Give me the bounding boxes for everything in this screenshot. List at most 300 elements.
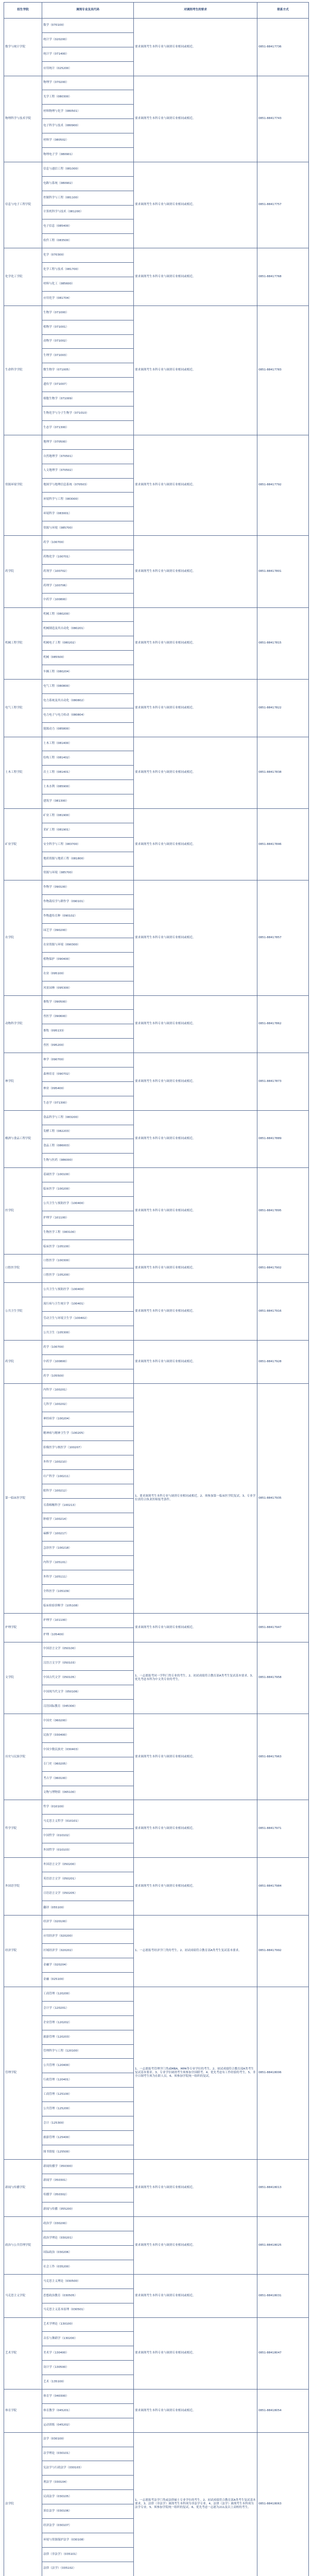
table-row [4, 2432, 309, 2447]
major-cell: 植物保护（090400） [42, 952, 134, 967]
major-cell: 妇产科学（100211） [42, 1469, 134, 1484]
major-cell: 控制科学与工程（081100） [42, 191, 134, 205]
major-cell: 数学（070100） [42, 19, 134, 33]
major-cell: 国际政治（030206） [42, 2246, 134, 2260]
requirement-cell: 1、一志愿报考管理学门类或MBA、MPA等专业学位的考生。2、初试成绩符合教育部A类考生复试基本要求。3、专业学位调剂考生须参加全国联考。4、优先考虑有工作经验的考生。5、非全日制考生须为在职人员。6、须参加学院统一组织的复试。 [134, 1987, 257, 2160]
major-cell: 光学工程（080300） [42, 90, 134, 105]
major-cell: 临床医学（105100） [42, 1240, 134, 1254]
major-cell: 工商管理（125100） [42, 2088, 134, 2102]
major-cell: 资源与环境（085700） [42, 866, 134, 880]
major-cell: 中药学（100800） [42, 1354, 134, 1369]
college-cell: 矿业学院 [4, 808, 42, 880]
requirement-cell: 要求调剂考生本科专业与调剂专业相同或相近。 [134, 1340, 257, 1383]
contact-cell: 0851-88417947 [257, 1613, 309, 1642]
college-cell: 文学院 [4, 1642, 42, 1714]
major-cell: 行政管理（120401） [42, 2073, 134, 2088]
major-cell: 电力系统及其自动化（080802） [42, 693, 134, 708]
major-cell: 英语语言文学（050201） [42, 1872, 134, 1886]
requirement-cell: 要求调剂考生本科专业与调剂专业相同或相近。 [134, 1168, 257, 1254]
major-cell: 汉语言文字学（050103） [42, 1656, 134, 1671]
major-cell: 园艺学（090200） [42, 924, 134, 938]
contact-cell: 0851-88417838 [257, 737, 309, 808]
major-cell: 畜牧学（090500） [42, 995, 134, 1010]
table-row [4, 19, 309, 33]
contact-cell: 0851-88418006 [257, 1987, 309, 2160]
requirement-cell: 要求调剂考生本科专业与调剂专业相同或相近。 [134, 995, 257, 1053]
college-cell: 新闻与传播学院 [4, 2159, 42, 2217]
major-cell: 传播学（050302） [42, 2188, 134, 2202]
major-cell: 生物学（071000） [42, 306, 134, 320]
major-cell: 基础医学（100100） [42, 1168, 134, 1182]
major-cell: 流行病与卫生统计学（100401） [42, 1297, 134, 1312]
major-cell: 地理学（070500） [42, 435, 134, 449]
major-cell: 护理学（101100） [42, 1211, 134, 1225]
major-cell: 经济法学（030107） [42, 2518, 134, 2533]
requirement-cell: 要求调剂考生本科专业与调剂专业相同或相近。 [134, 1053, 257, 1111]
major-cell: 药学（100700） [42, 1340, 134, 1354]
header-requirement: 对调剂考生的要求 [134, 3, 257, 19]
contact-cell: 0851-88417757 [257, 162, 309, 248]
major-cell: 遗传学（071007） [42, 378, 134, 392]
contact-cell: 0851-88417815 [257, 607, 309, 679]
contact-cell: 0851-88417928 [257, 1340, 309, 1383]
requirement-cell: 要求调剂考生本科专业与调剂专业相同或相近。 [134, 76, 257, 162]
requirement-cell: 要求调剂考生本科专业与调剂专业相同或相近。 [134, 679, 257, 737]
major-cell: 刑法学（030104） [42, 2476, 134, 2490]
major-cell: 运动训练（045202） [42, 2418, 134, 2432]
college-cell: 马克思主义学院 [4, 2274, 42, 2317]
major-cell: 微生物学（071005） [42, 363, 134, 378]
table-row [4, 2217, 309, 2231]
requirement-cell: 要求调剂考生本科专业与调剂专业相同或相近。 [134, 2389, 257, 2432]
major-cell: 发酵工程（082203） [42, 1125, 134, 1139]
major-cell: 儿科学（100202） [42, 1398, 134, 1412]
major-cell: 政治学理论（030201） [42, 2231, 134, 2246]
major-cell: 电路与系统（080902） [42, 176, 134, 191]
major-cell: 生物医学工程（083100） [42, 1225, 134, 1240]
major-cell: 口腔医学（105200） [42, 1268, 134, 1283]
college-cell: 动物科学学院 [4, 995, 42, 1053]
major-cell: 体育学（040300） [42, 2389, 134, 2403]
college-cell: 历史与民族学院 [4, 1714, 42, 1800]
table-row [4, 1714, 309, 1728]
major-cell: 马克思主义理论（030500） [42, 2274, 134, 2289]
major-cell: 中国现当代文学（050106） [42, 1685, 134, 1700]
table-row [4, 1858, 309, 1872]
major-cell: 药学（105500） [42, 1369, 134, 1383]
table-row [4, 880, 309, 895]
major-cell: 公共管理（125200） [42, 2102, 134, 2116]
major-cell: 护理学（101100） [42, 1613, 134, 1628]
requirement-cell: 要求调剂考生本科专业与调剂专业相同或相近。 [134, 536, 257, 607]
table-row [4, 2274, 309, 2289]
major-cell: 环境科学与工程（083000） [42, 493, 134, 507]
major-cell: 车辆工程（080204） [42, 665, 134, 680]
major-cell: 体育教学（045201） [42, 2403, 134, 2418]
requirement-cell: 要求调剂考生本科专业与调剂专业相同或相近。 [134, 1283, 257, 1341]
major-cell: 会计学（120201） [42, 2001, 134, 2015]
major-cell: 宪法学与行政法学（030103） [42, 2461, 134, 2476]
contact-cell: 0851-88417916 [257, 1283, 309, 1341]
table-row [4, 607, 309, 622]
major-cell: 人文地理学（070502） [42, 464, 134, 478]
contact-cell: 0851-88417743 [257, 76, 309, 162]
major-cell: 电气工程（080800） [42, 679, 134, 693]
major-cell: 马克思主义哲学（010101） [42, 1815, 134, 1829]
major-cell: 新闻学（050301） [42, 2174, 134, 2188]
major-cell: 生物化学与分子生物学（071010） [42, 406, 134, 421]
requirement-cell: 要求调剂考生本科专业与调剂专业相同或相近。 [134, 880, 257, 995]
contact-cell: 0851-88417846 [257, 808, 309, 880]
major-cell: 管理科学与工程（120100） [42, 2044, 134, 2059]
contact-cell: 0851-88418063 [257, 2432, 309, 2576]
college-cell: 信息与电子工程学院 [4, 162, 42, 248]
major-cell: 法律（法学）（035102） [42, 2562, 134, 2576]
major-cell: 机械工程（080200） [42, 607, 134, 622]
major-cell: 物理学（070200） [42, 76, 134, 90]
major-cell: 安全科学与工程（083700） [42, 837, 134, 852]
major-cell: 新闻与传播（055200） [42, 2202, 134, 2217]
college-cell: 体育学院 [4, 2389, 42, 2432]
contact-cell: 0851-88417822 [257, 679, 309, 737]
college-cell: 资源环境学院 [4, 435, 42, 535]
table-row [4, 435, 309, 449]
major-cell: 农业资源与环境（090300） [42, 938, 134, 953]
major-cell: 神经病学（100204） [42, 1412, 134, 1427]
major-cell: 公共卫生与预防医学（100400） [42, 1283, 134, 1297]
contact-cell: 0851-88417958 [257, 1642, 309, 1714]
major-cell: 中国古代文学（050105） [42, 1671, 134, 1685]
major-cell: 图书情报（125500） [42, 2145, 134, 2159]
college-cell: 农学院 [4, 880, 42, 995]
major-cell: 诉讼法学（030106） [42, 2504, 134, 2519]
major-cell: 环境与资源保护法学（030108） [42, 2533, 134, 2547]
major-cell: 工商管理（120200） [42, 1987, 134, 2002]
table-row [4, 162, 309, 176]
college-cell: 艺术学院 [4, 2317, 42, 2389]
major-cell: 环境科学（083001） [42, 507, 134, 521]
college-cell: 电气工程学院 [4, 679, 42, 737]
requirement-cell: 要求调剂考生本科专业与调剂专业相同或相近。 [134, 2274, 257, 2317]
requirement-cell: 1、一志愿报考法学门类或法律硕士专业学位的考生。2、初试成绩符合教育部A类考生复试基本要求。3、法律（非法学）调剂考生本科须为非法学专业。4、法律（法学）调剂考生本科须为法学专业。5、须参加学院统一组织的复试。6、优先考虑一志愿为211及以上高校的考生。 [134, 2432, 257, 2576]
contact-cell: 0851-88417971 [257, 1800, 309, 1858]
major-cell: 林学（090700） [42, 1053, 134, 1067]
major-cell: 统计学（020200） [42, 32, 134, 47]
college-cell: 法学院 [4, 2432, 42, 2576]
major-cell: 旅游管理（120203） [42, 2030, 134, 2044]
college-cell: 林学院 [4, 1053, 42, 1111]
contact-cell: 0851-88417873 [257, 1053, 309, 1111]
college-cell: 护理学院 [4, 1613, 42, 1642]
contact-cell: 0851-88417862 [257, 995, 309, 1053]
major-cell: 中国语言文学（050100） [42, 1642, 134, 1656]
contact-cell: 0851-88417895 [257, 1168, 309, 1254]
major-cell: 化学（070300） [42, 248, 134, 263]
major-cell: 内科学（105101） [42, 1556, 134, 1570]
contact-cell: 0851-88417736 [257, 19, 309, 76]
major-cell: 计算机科学与技术（081200） [42, 205, 134, 219]
college-cell: 物理科学与技术学院 [4, 76, 42, 162]
major-cell: 公共管理（120400） [42, 2059, 134, 2073]
requirement-cell: 1、一志愿报考经济学门类的考生。2、初试成绩符合教育部A类考生复试基本要求。 [134, 1915, 257, 1987]
requirement-cell: 要求调剂考生本科专业与调剂专业相同或相近。 [134, 1254, 257, 1283]
college-cell: 生命科学学院 [4, 306, 42, 435]
major-cell: 药学（100700） [42, 536, 134, 550]
table-row [4, 2389, 309, 2403]
table-row [4, 1915, 309, 1929]
major-cell: 翻译（055100） [42, 1901, 134, 1915]
major-cell: 林业（095400） [42, 1081, 134, 1096]
major-cell: 信息与通信工程（081000） [42, 162, 134, 176]
major-cell: 电力电子与电力传动（080804） [42, 708, 134, 722]
requirement-cell: 要求调剂考生本科专业与调剂专业相同或相近。 [134, 737, 257, 808]
requirement-cell: 要求调剂考生本科专业与调剂专业相同或相近。 [134, 2317, 257, 2389]
contact-cell: 0851-88418031 [257, 2274, 309, 2317]
college-cell: 土木工程学院 [4, 737, 42, 808]
major-cell: 影像医学与核医学（100207） [42, 1441, 134, 1455]
contact-cell: 0851-88417768 [257, 248, 309, 306]
major-cell: 经济学（020100） [42, 1915, 134, 1929]
college-cell: 药学院 [4, 536, 42, 607]
major-cell: 法律（非法学）（035101） [42, 2547, 134, 2562]
table-row [4, 1642, 309, 1656]
college-cell: 第一临床医学院 [4, 1383, 42, 1613]
major-cell: 森林培育（090702） [42, 1067, 134, 1082]
major-cell: 临床检验诊断学（105108） [42, 1599, 134, 1613]
major-cell: 兽医（095200） [42, 1039, 134, 1053]
major-cell: 生理学（071003） [42, 349, 134, 363]
requirement-cell: 1、一志愿报考同一学科门类专业的考生。2、初试成绩符合教育部A类考生复试基本要求。3、优先考虑本科为中文类专业的考生。 [134, 1642, 257, 1714]
major-cell: 统计学（071400） [42, 47, 134, 61]
major-cell: 考古学（060100） [42, 1771, 134, 1786]
major-cell: 耳鼻咽喉科学（100213） [42, 1498, 134, 1513]
major-cell: 中药学（100800） [42, 593, 134, 607]
contact-cell: 0851-88417984 [257, 1858, 309, 1916]
major-cell: 公共卫生（105300） [42, 1326, 134, 1341]
header-contact: 联系方式 [257, 3, 309, 19]
major-cell: 农业（095100） [42, 967, 134, 981]
table-row [4, 1987, 309, 2002]
college-cell: 口腔医学院 [4, 1254, 42, 1283]
major-cell: 机械电子工程（080202） [42, 636, 134, 651]
major-cell: 法学理论（030101） [42, 2447, 134, 2461]
requirement-cell: 要求调剂考生本科专业与调剂专业相同或相近。 [134, 1858, 257, 1916]
table-row [4, 737, 309, 751]
major-cell: 急诊医学（100218） [42, 1541, 134, 1556]
major-cell: 药物化学（100701） [42, 550, 134, 564]
major-cell: 土木水利（085900） [42, 780, 134, 794]
table-row [4, 248, 309, 263]
table-row [4, 1168, 309, 1182]
college-cell: 机械工程学院 [4, 607, 42, 679]
major-cell: 旅游管理（125400） [42, 2130, 134, 2145]
college-cell: 政治与公共管理学院 [4, 2217, 42, 2275]
major-cell: 公共卫生与预防医学（100400） [42, 1197, 134, 1211]
requirement-cell: 要求调剂考生本科专业与调剂专业相同或相近。 [134, 19, 257, 76]
major-cell: 艺术学理论（130100） [42, 2317, 134, 2332]
college-cell: 管理学院 [4, 1987, 42, 2160]
college-cell: 经济学院 [4, 1915, 42, 1987]
table-row [4, 808, 309, 823]
table-row [4, 1053, 309, 1067]
major-cell: 文物与博物馆（065100） [42, 1786, 134, 1800]
contact-cell: 0851-88418013 [257, 2159, 309, 2217]
requirement-cell: 要求调剂考生本科专业与调剂专业相同或相近。 [134, 607, 257, 679]
college-cell: 哲学学院 [4, 1800, 42, 1858]
major-cell: 汉语国际教育（045300） [42, 1700, 134, 1714]
requirement-cell: 要求调剂考生本科专业与调剂专业相同或相近。 [134, 435, 257, 535]
major-cell: 美术学（130400） [42, 2346, 134, 2361]
major-cell: 中国史（060200） [42, 1714, 134, 1728]
college-cell: 化学化工学院 [4, 248, 42, 306]
major-cell: 日语语言文学（050205） [42, 1886, 134, 1901]
major-cell: 生物与医药（086000） [42, 1154, 134, 1168]
major-cell: 药剂学（100702） [42, 564, 134, 579]
major-cell: 外科学（100210） [42, 1455, 134, 1470]
contact-cell: 0851-88417801 [257, 536, 309, 607]
major-cell: 动物学（071002） [42, 334, 134, 349]
major-cell: 风景园林（095300） [42, 981, 134, 995]
major-cell: 内科学（100201） [42, 1383, 134, 1398]
major-cell: 民族学（030400） [42, 1728, 134, 1742]
contact-cell: 0851-88417963 [257, 1714, 309, 1800]
major-cell: 新闻传播学（050300） [42, 2159, 134, 2174]
table-row [4, 1283, 309, 1297]
major-cell: 材料物理与化学（080501） [42, 105, 134, 119]
major-cell: 应用统计（025200） [42, 61, 134, 76]
major-cell: 食品工程（086003） [42, 1139, 134, 1154]
major-cell: 应用经济学（020200） [42, 1929, 134, 1944]
table-body [4, 19, 309, 2576]
major-cell: 麻醉学（100217） [42, 1527, 134, 1541]
major-cell: 植物学（071001） [42, 320, 134, 334]
major-cell: 全科医学（105109） [42, 1585, 134, 1599]
requirement-cell: 要求调剂考生本科专业与调剂专业相同或相近。 [134, 2217, 257, 2275]
table-row [4, 679, 309, 693]
major-cell: 材料学（080502） [42, 133, 134, 148]
major-cell: 音乐与舞蹈学（130200） [42, 2332, 134, 2346]
major-cell: 自然地理学（070501） [42, 449, 134, 464]
major-cell: 区域经济学（020202） [42, 1944, 134, 1958]
college-cell: 酿酒与食品工程学院 [4, 1110, 42, 1168]
major-cell: 劳动卫生与环境卫生学（100402） [42, 1312, 134, 1326]
major-cell: 哲学（010100） [42, 1800, 134, 1815]
requirement-cell: 要求调剂考生本科专业与调剂专业相同或相近。 [134, 306, 257, 435]
major-cell: 机械（085500） [42, 651, 134, 665]
major-cell: 资源与环境（085700） [42, 521, 134, 536]
requirement-cell: 要求调剂考生本科专业与调剂专业相同或相近。 [134, 162, 257, 248]
table-row [4, 2159, 309, 2174]
requirement-cell: 要求调剂考生本科专业与调剂专业相同或相近。 [134, 2159, 257, 2217]
major-cell: 金融学（020204） [42, 1958, 134, 1973]
major-cell: 地质资源与地质工程（081800） [42, 852, 134, 866]
major-cell: 中国哲学（010102） [42, 1829, 134, 1843]
major-cell: 思想政治教育（030505） [42, 2289, 134, 2303]
major-cell: 会计（125300） [42, 2116, 134, 2131]
table-row [4, 1340, 309, 1354]
college-cell: 药学院 [4, 1340, 42, 1383]
requirement-cell: 要求调剂考生本科专业与调剂专业相同或相近。 [134, 1110, 257, 1168]
contact-cell: 0851-88417792 [257, 435, 309, 535]
major-cell: 外国语言文学（050200） [42, 1858, 134, 1872]
table-row [4, 536, 309, 550]
major-cell: 外科学（105111） [42, 1570, 134, 1585]
table-row [4, 1613, 309, 1628]
major-cell: 精神病与精神卫生学（100205） [42, 1427, 134, 1441]
major-cell: 材料与化工（085600） [42, 277, 134, 292]
major-cell: 法学（030100） [42, 2432, 134, 2447]
table-row [4, 1254, 309, 1268]
table-row [4, 76, 309, 90]
contact-cell: 0851-88418054 [257, 2389, 309, 2432]
major-cell: 临床医学（100200） [42, 1182, 134, 1197]
table-row [4, 1110, 309, 1125]
requirement-cell: 要求调剂考生本科专业与调剂专业相同或相近。 [134, 808, 257, 880]
contact-cell: 0851-88417935 [257, 1383, 309, 1613]
major-cell: 生态学（071300） [42, 420, 134, 435]
major-cell: 软件工程（083500） [42, 234, 134, 248]
major-cell: 化学工程与技术（081700） [42, 263, 134, 277]
requirement-cell: 要求调剂考生本科专业与调剂专业相同或相近。 [134, 1714, 257, 1800]
major-cell: 食品科学与工程（083200） [42, 1110, 134, 1125]
major-cell: 肿瘤学（100214） [42, 1513, 134, 1527]
major-cell: 地图学与地理信息系统（070503） [42, 478, 134, 493]
major-cell: 中国少数民族史（030403） [42, 1742, 134, 1757]
major-cell: 马克思主义基本原理（030501） [42, 2303, 134, 2317]
major-cell: 畜牧（095133） [42, 1024, 134, 1039]
requirement-cell: 要求调剂考生本科专业与调剂专业相同或相近。 [134, 1800, 257, 1858]
major-cell: 作物遗传育种（090102） [42, 909, 134, 924]
major-cell: 药理学（100706） [42, 579, 134, 593]
contact-cell: 0851-88418047 [257, 2317, 309, 2389]
major-cell: 设计学（130500） [42, 2361, 134, 2375]
major-cell: 作物栽培学与耕作学（090101） [42, 895, 134, 909]
major-cell: 口腔医学（100300） [42, 1254, 134, 1268]
contact-cell: 0851-88417889 [257, 1110, 309, 1168]
table-header-row [4, 3, 309, 19]
major-cell: 护理（105400） [42, 1628, 134, 1642]
major-cell: 艺术（135100） [42, 2375, 134, 2389]
major-cell: 建筑学（081300） [42, 794, 134, 809]
major-cell: 物理电子学（080901） [42, 148, 134, 162]
major-cell: 采矿工程（081901） [42, 823, 134, 837]
header-major: 调剂专业及其代码 [42, 3, 134, 19]
major-cell: 民商法学（030105） [42, 2490, 134, 2504]
major-cell: 专门史（060205） [42, 1757, 134, 1771]
header-college: 招生学院 [4, 3, 42, 19]
major-cell: 电子科学与技术（080900） [42, 119, 134, 133]
college-cell: 数学与统计学院 [4, 19, 42, 76]
adjustment-table [4, 2, 309, 2576]
major-cell: 金融（025100） [42, 1973, 134, 1987]
college-cell: 医学院 [4, 1168, 42, 1254]
table-row [4, 995, 309, 1010]
major-cell: 应用化学（081704） [42, 291, 134, 306]
table-row [4, 1383, 309, 1398]
major-cell: 生态学（071300） [42, 1096, 134, 1110]
requirement-cell: 要求调剂考生本科专业与调剂专业相同或相近。 [134, 248, 257, 306]
contact-cell: 0851-88418025 [257, 2217, 309, 2275]
major-cell: 兽医学（090600） [42, 1010, 134, 1024]
table-row [4, 1800, 309, 1815]
major-cell: 政治学（030200） [42, 2217, 134, 2231]
major-cell: 矿业工程（081900） [42, 808, 134, 823]
major-cell: 企业管理（120202） [42, 2015, 134, 2030]
major-cell: 岩土工程（081401） [42, 766, 134, 780]
major-cell: 结构工程（081402） [42, 751, 134, 766]
requirement-cell: 1、要求调剂考生本科专业与调剂专业相同或相近。2、须参加第一临床医学院复试。3、专业学位需符合执业医师报考条件。 [134, 1383, 257, 1613]
major-cell: 电子信息（085400） [42, 219, 134, 234]
